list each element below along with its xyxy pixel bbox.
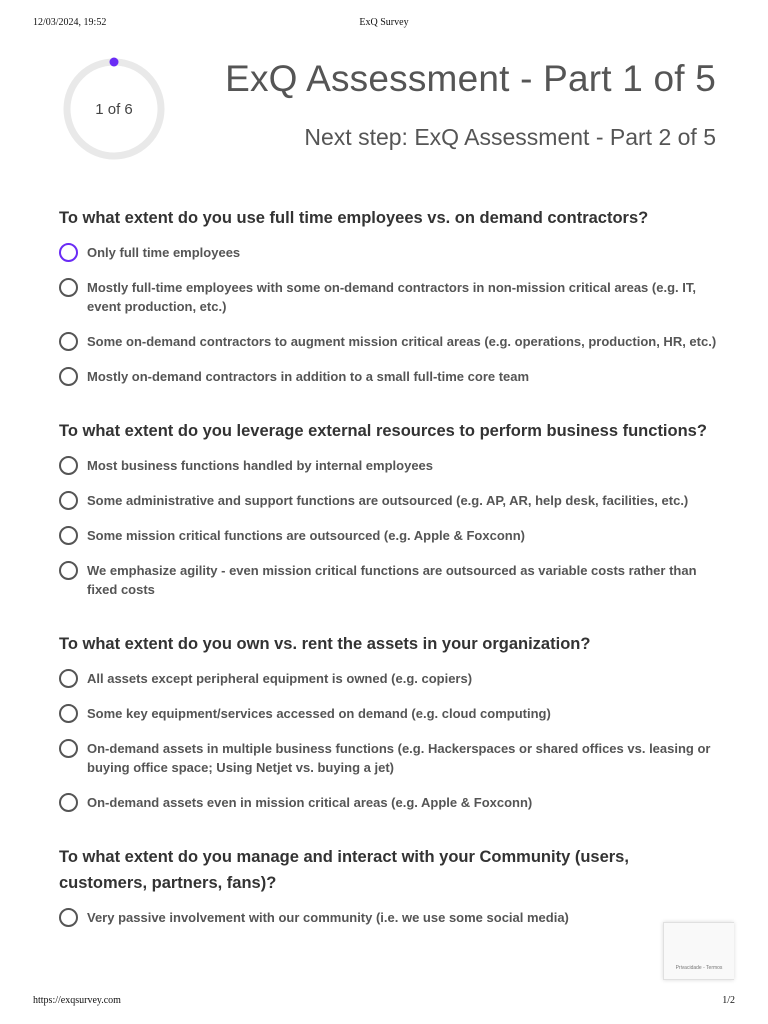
recaptcha-links[interactable]: Privacidade - Termos bbox=[675, 965, 723, 971]
answer-option[interactable] bbox=[59, 456, 719, 475]
question-title: To what extent do you own vs. rent the assets in your organization? bbox=[59, 635, 591, 653]
answer-label: Most business functions handled by internal employees bbox=[87, 458, 434, 473]
answer-option[interactable] bbox=[59, 332, 719, 351]
radio-button-icon[interactable] bbox=[59, 491, 78, 510]
answer-option[interactable] bbox=[59, 243, 719, 262]
progress-ring bbox=[61, 56, 167, 162]
print-header bbox=[0, 17, 768, 31]
question-1 bbox=[59, 205, 719, 386]
recaptcha-badge[interactable] bbox=[663, 922, 734, 980]
radio-button-icon[interactable] bbox=[59, 908, 78, 927]
print-url: https://exqsurvey.com bbox=[33, 995, 121, 1006]
answer-option[interactable] bbox=[59, 739, 719, 777]
progress-label: 1 of 6 bbox=[95, 100, 133, 118]
radio-button-icon[interactable] bbox=[59, 739, 78, 758]
radio-button-icon[interactable] bbox=[59, 561, 78, 580]
radio-button-icon[interactable] bbox=[59, 278, 78, 297]
radio-button-icon[interactable] bbox=[59, 243, 78, 262]
radio-button-icon[interactable] bbox=[59, 456, 78, 475]
answer-label: On-demand assets in multiple business functions (e.g. Hackerspaces or shared offices vs. leasing or buying office space; Using Netjet vs. buying a jet) bbox=[87, 741, 711, 775]
spacer bbox=[59, 615, 719, 631]
answer-option[interactable] bbox=[59, 793, 719, 812]
answer-label: Some on-demand contractors to augment mission critical areas (e.g. operations, production, HR, etc.) bbox=[87, 334, 717, 349]
radio-button-icon[interactable] bbox=[59, 793, 78, 812]
radio-button-icon[interactable] bbox=[59, 669, 78, 688]
question-title: To what extent do you use full time employees vs. on demand contractors? bbox=[59, 209, 649, 227]
radio-button-icon[interactable] bbox=[59, 332, 78, 351]
answer-label: Mostly full-time employees with some on-demand contractors in non-mission critical areas (e.g. IT, event production, etc.) bbox=[87, 280, 696, 314]
print-doc-title: ExQ Survey bbox=[359, 17, 409, 28]
question-2 bbox=[59, 418, 719, 599]
answer-option[interactable] bbox=[59, 908, 719, 927]
spacer bbox=[59, 828, 719, 844]
answer-option[interactable] bbox=[59, 704, 719, 723]
answer-label: We emphasize agility - even mission critical functions are outsourced as variable costs rather than fixed costs bbox=[87, 563, 697, 597]
answer-label: On-demand assets even in mission critical areas (e.g. Apple & Foxconn) bbox=[87, 795, 533, 810]
answer-option[interactable] bbox=[59, 526, 719, 545]
next-step-label: Next step: ExQ Assessment - Part 2 of 5 bbox=[304, 124, 716, 150]
print-footer bbox=[0, 995, 768, 1009]
print-datetime: 12/03/2024, 19:52 bbox=[33, 17, 107, 28]
print-page-number: 1/2 bbox=[722, 995, 735, 1006]
answer-label: All assets except peripheral equipment is owned (e.g. copiers) bbox=[87, 671, 473, 686]
answer-option[interactable] bbox=[59, 669, 719, 688]
radio-button-icon[interactable] bbox=[59, 367, 78, 386]
answer-option[interactable] bbox=[59, 491, 719, 510]
answer-label: Very passive involvement with our community (i.e. we use some social media) bbox=[87, 910, 569, 925]
answer-label: Some administrative and support functions are outsourced (e.g. AP, AR, help desk, facilities, etc.) bbox=[87, 493, 689, 508]
question-3 bbox=[59, 631, 719, 812]
radio-button-icon[interactable] bbox=[59, 526, 78, 545]
survey-form bbox=[59, 205, 719, 943]
page-title: ExQ Assessment - Part 1 of 5 bbox=[225, 58, 716, 99]
answer-label: Mostly on-demand contractors in addition to a small full-time core team bbox=[87, 369, 530, 384]
spacer bbox=[59, 402, 719, 418]
radio-button-icon[interactable] bbox=[59, 704, 78, 723]
question-title: To what extent do you manage and interact with your Community (users, customers, partners, fans)? bbox=[59, 848, 629, 892]
question-4 bbox=[59, 844, 719, 927]
answer-label: Some key equipment/services accessed on demand (e.g. cloud computing) bbox=[87, 706, 551, 721]
answer-option[interactable] bbox=[59, 561, 719, 599]
answer-option[interactable] bbox=[59, 278, 719, 316]
question-title: To what extent do you leverage external resources to perform business functions? bbox=[59, 422, 707, 440]
answer-label: Some mission critical functions are outsourced (e.g. Apple & Foxconn) bbox=[87, 528, 525, 543]
answer-option[interactable] bbox=[59, 367, 719, 386]
answer-label: Only full time employees bbox=[87, 245, 241, 260]
